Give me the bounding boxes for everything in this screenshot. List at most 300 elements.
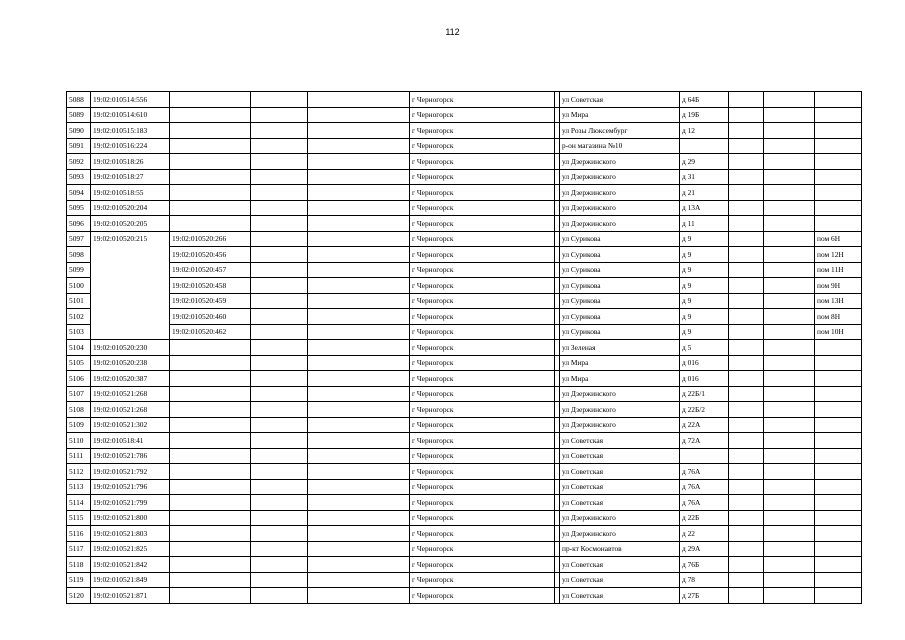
room-cadastral-cell — [170, 340, 251, 356]
empty-cell-a — [251, 464, 308, 480]
room-cadastral-cell — [170, 402, 251, 418]
house-cell: д 76А — [680, 464, 729, 480]
empty-cell-d — [764, 371, 815, 387]
house-cell: д 9 — [680, 262, 729, 278]
row-number-cell: 5088 — [67, 92, 91, 108]
table-row — [67, 479, 862, 495]
house-cell: д 5 — [680, 340, 729, 356]
empty-cell-c — [729, 123, 764, 139]
room-cadastral-cell — [170, 433, 251, 449]
house-cell: д 22Б/2 — [680, 402, 729, 418]
empty-cell-d — [764, 495, 815, 511]
page-number: 112 — [445, 27, 460, 37]
cadastral-number-cell: 19:02:010521:825 — [91, 541, 170, 557]
cadastral-number-cell: 19:02:010514:610 — [91, 107, 170, 123]
cadastral-number-cell: 19:02:010514:556 — [91, 92, 170, 108]
empty-cell-a — [251, 386, 308, 402]
table-row — [67, 247, 862, 263]
empty-cell-d — [764, 402, 815, 418]
premises-cell: пом 8Н — [815, 309, 862, 325]
empty-cell-b — [308, 464, 410, 480]
house-cell: д 64Б — [680, 92, 729, 108]
empty-cell-d — [764, 541, 815, 557]
cadastral-number-cell: 19:02:010521:268 — [91, 386, 170, 402]
city-cell: г Черногорск — [410, 123, 555, 139]
table-row — [67, 309, 862, 325]
empty-cell-c — [729, 557, 764, 573]
empty-cell-b — [308, 324, 410, 340]
premises-cell — [815, 169, 862, 185]
table-row — [67, 557, 862, 573]
table-row — [67, 448, 862, 464]
room-cadastral-cell — [170, 154, 251, 170]
premises-cell — [815, 557, 862, 573]
table-row — [67, 526, 862, 542]
empty-cell-c — [729, 510, 764, 526]
empty-cell-c — [729, 433, 764, 449]
premises-cell: пом 12Н — [815, 247, 862, 263]
empty-cell-d — [764, 510, 815, 526]
street-cell: ул Дзержинского — [560, 169, 680, 185]
empty-cell-b — [308, 371, 410, 387]
house-cell: д 9 — [680, 278, 729, 294]
room-cadastral-cell — [170, 510, 251, 526]
empty-cell-c — [729, 262, 764, 278]
empty-cell-b — [308, 526, 410, 542]
empty-cell-b — [308, 231, 410, 247]
room-cadastral-cell — [170, 386, 251, 402]
empty-cell-a — [251, 138, 308, 154]
empty-cell-a — [251, 572, 308, 588]
city-cell: г Черногорск — [410, 324, 555, 340]
premises-cell — [815, 216, 862, 232]
empty-cell-c — [729, 185, 764, 201]
room-cadastral-cell — [170, 588, 251, 604]
table-row — [67, 262, 862, 278]
empty-cell-c — [729, 92, 764, 108]
room-cadastral-cell — [170, 479, 251, 495]
city-cell: г Черногорск — [410, 293, 555, 309]
empty-cell-a — [251, 510, 308, 526]
street-cell: ул Мира — [560, 107, 680, 123]
empty-cell-a — [251, 154, 308, 170]
city-cell: г Черногорск — [410, 448, 555, 464]
street-cell: ул Советская — [560, 433, 680, 449]
cadastral-number-cell: 19:02:010521:268 — [91, 402, 170, 418]
empty-cell-a — [251, 216, 308, 232]
table-row — [67, 417, 862, 433]
empty-cell-a — [251, 588, 308, 604]
row-number-cell: 5115 — [67, 510, 91, 526]
premises-cell — [815, 200, 862, 216]
empty-cell-a — [251, 293, 308, 309]
row-number-cell: 5097 — [67, 231, 91, 247]
city-cell: г Черногорск — [410, 200, 555, 216]
empty-cell-a — [251, 169, 308, 185]
empty-cell-a — [251, 495, 308, 511]
table-row — [67, 510, 862, 526]
room-cadastral-cell — [170, 107, 251, 123]
street-cell: ул Советская — [560, 448, 680, 464]
premises-cell — [815, 526, 862, 542]
empty-cell-c — [729, 526, 764, 542]
house-cell: д 29А — [680, 541, 729, 557]
empty-cell-b — [308, 169, 410, 185]
empty-cell-d — [764, 355, 815, 371]
empty-cell-b — [308, 355, 410, 371]
empty-cell-c — [729, 293, 764, 309]
empty-cell-a — [251, 309, 308, 325]
row-number-cell: 5110 — [67, 433, 91, 449]
city-cell: г Черногорск — [410, 433, 555, 449]
empty-cell-a — [251, 340, 308, 356]
premises-cell — [815, 154, 862, 170]
empty-cell-a — [251, 541, 308, 557]
row-number-cell: 5094 — [67, 185, 91, 201]
room-cadastral-cell — [170, 541, 251, 557]
cadastral-number-cell: 19:02:010521:786 — [91, 448, 170, 464]
room-cadastral-cell — [170, 371, 251, 387]
empty-cell-b — [308, 340, 410, 356]
cadastral-number-cell — [91, 309, 170, 325]
house-cell: д 9 — [680, 324, 729, 340]
premises-cell — [815, 92, 862, 108]
row-number-cell: 5107 — [67, 386, 91, 402]
row-number-cell: 5096 — [67, 216, 91, 232]
empty-cell-d — [764, 557, 815, 573]
street-cell: ул Мира — [560, 355, 680, 371]
house-cell: д 76Б — [680, 557, 729, 573]
street-cell: ул Дзержинского — [560, 526, 680, 542]
empty-cell-a — [251, 402, 308, 418]
cadastral-number-cell: 19:02:010521:302 — [91, 417, 170, 433]
table-row — [67, 138, 862, 154]
city-cell: г Черногорск — [410, 262, 555, 278]
empty-cell-c — [729, 138, 764, 154]
row-number-cell: 5090 — [67, 123, 91, 139]
table-row — [67, 324, 862, 340]
street-cell: ул Дзержинского — [560, 417, 680, 433]
cadastral-number-cell — [91, 324, 170, 340]
row-number-cell: 5116 — [67, 526, 91, 542]
empty-cell-d — [764, 123, 815, 139]
city-cell: г Черногорск — [410, 169, 555, 185]
city-cell: г Черногорск — [410, 309, 555, 325]
street-cell: пр-кт Космонавтов — [560, 541, 680, 557]
empty-cell-c — [729, 355, 764, 371]
street-cell: ул Советская — [560, 479, 680, 495]
city-cell: г Черногорск — [410, 138, 555, 154]
street-cell: ул Сурикова — [560, 262, 680, 278]
row-number-cell: 5104 — [67, 340, 91, 356]
row-number-cell: 5099 — [67, 262, 91, 278]
street-cell: ул Советская — [560, 588, 680, 604]
empty-cell-b — [308, 92, 410, 108]
empty-cell-c — [729, 324, 764, 340]
table-row — [67, 588, 862, 604]
row-number-cell: 5108 — [67, 402, 91, 418]
row-number-cell: 5101 — [67, 293, 91, 309]
room-cadastral-cell — [170, 123, 251, 139]
house-cell: д 78 — [680, 572, 729, 588]
table-row — [67, 293, 862, 309]
room-cadastral-cell: 19:02:010520:462 — [170, 324, 251, 340]
premises-cell: пом 11Н — [815, 262, 862, 278]
row-number-cell: 5102 — [67, 309, 91, 325]
street-cell: ул Советская — [560, 557, 680, 573]
room-cadastral-cell — [170, 557, 251, 573]
street-cell: ул Сурикова — [560, 278, 680, 294]
house-cell: д 31 — [680, 169, 729, 185]
city-cell: г Черногорск — [410, 541, 555, 557]
row-number-cell: 5114 — [67, 495, 91, 511]
room-cadastral-cell: 19:02:010520:460 — [170, 309, 251, 325]
house-cell: д 9 — [680, 231, 729, 247]
cadastral-number-cell: 19:02:010520:238 — [91, 355, 170, 371]
house-cell: д 76А — [680, 479, 729, 495]
house-cell: д 016 — [680, 371, 729, 387]
city-cell: г Черногорск — [410, 185, 555, 201]
city-cell: г Черногорск — [410, 92, 555, 108]
cadastral-number-cell: 19:02:010520:387 — [91, 371, 170, 387]
premises-cell: пом 9Н — [815, 278, 862, 294]
cadastral-number-cell: 19:02:010521:800 — [91, 510, 170, 526]
empty-cell-c — [729, 495, 764, 511]
city-cell: г Черногорск — [410, 510, 555, 526]
cadastral-number-cell — [91, 278, 170, 294]
premises-cell — [815, 541, 862, 557]
city-cell: г Черногорск — [410, 278, 555, 294]
row-number-cell: 5112 — [67, 464, 91, 480]
row-number-cell: 5109 — [67, 417, 91, 433]
city-cell: г Черногорск — [410, 495, 555, 511]
street-cell: ул Сурикова — [560, 247, 680, 263]
house-cell: д 9 — [680, 309, 729, 325]
empty-cell-c — [729, 247, 764, 263]
street-cell: ул Дзержинского — [560, 216, 680, 232]
room-cadastral-cell — [170, 464, 251, 480]
premises-cell — [815, 417, 862, 433]
house-cell — [680, 448, 729, 464]
empty-cell-d — [764, 278, 815, 294]
house-cell: д 22 — [680, 526, 729, 542]
empty-cell-c — [729, 588, 764, 604]
empty-cell-d — [764, 169, 815, 185]
room-cadastral-cell: 19:02:010520:458 — [170, 278, 251, 294]
city-cell: г Черногорск — [410, 402, 555, 418]
premises-cell — [815, 185, 862, 201]
street-cell: ул Сурикова — [560, 293, 680, 309]
registry-table — [66, 91, 862, 604]
table-row — [67, 185, 862, 201]
city-cell: г Черногорск — [410, 216, 555, 232]
table-row — [67, 216, 862, 232]
empty-cell-d — [764, 448, 815, 464]
table-row — [67, 92, 862, 108]
row-number-cell: 5091 — [67, 138, 91, 154]
empty-cell-c — [729, 402, 764, 418]
room-cadastral-cell: 19:02:010520:456 — [170, 247, 251, 263]
premises-cell — [815, 123, 862, 139]
city-cell: г Черногорск — [410, 154, 555, 170]
street-cell: ул Дзержинского — [560, 185, 680, 201]
room-cadastral-cell — [170, 200, 251, 216]
premises-cell — [815, 371, 862, 387]
table-row — [67, 231, 862, 247]
empty-cell-a — [251, 448, 308, 464]
empty-cell-b — [308, 138, 410, 154]
city-cell: г Черногорск — [410, 231, 555, 247]
cadastral-number-cell: 19:02:010521:799 — [91, 495, 170, 511]
room-cadastral-cell — [170, 572, 251, 588]
street-cell: ул Сурикова — [560, 231, 680, 247]
table-row — [67, 386, 862, 402]
empty-cell-d — [764, 216, 815, 232]
empty-cell-b — [308, 448, 410, 464]
street-cell: ул Советская — [560, 92, 680, 108]
empty-cell-c — [729, 278, 764, 294]
city-cell: г Черногорск — [410, 557, 555, 573]
empty-cell-a — [251, 185, 308, 201]
empty-cell-b — [308, 433, 410, 449]
row-number-cell: 5117 — [67, 541, 91, 557]
house-cell: д 29 — [680, 154, 729, 170]
empty-cell-a — [251, 200, 308, 216]
street-cell: ул Дзержинского — [560, 154, 680, 170]
cadastral-number-cell: 19:02:010521:842 — [91, 557, 170, 573]
row-number-cell: 5113 — [67, 479, 91, 495]
premises-cell — [815, 495, 862, 511]
empty-cell-b — [308, 185, 410, 201]
city-cell: г Черногорск — [410, 526, 555, 542]
table-row — [67, 572, 862, 588]
empty-cell-d — [764, 138, 815, 154]
house-cell — [680, 138, 729, 154]
room-cadastral-cell — [170, 417, 251, 433]
street-cell: ул Зеленая — [560, 340, 680, 356]
empty-cell-d — [764, 588, 815, 604]
table-row — [67, 464, 862, 480]
empty-cell-b — [308, 262, 410, 278]
room-cadastral-cell — [170, 185, 251, 201]
cadastral-number-cell: 19:02:010521:796 — [91, 479, 170, 495]
empty-cell-b — [308, 107, 410, 123]
empty-cell-a — [251, 107, 308, 123]
empty-cell-b — [308, 247, 410, 263]
row-number-cell: 5092 — [67, 154, 91, 170]
room-cadastral-cell — [170, 216, 251, 232]
street-cell: ул Розы Люксембург — [560, 123, 680, 139]
empty-cell-d — [764, 464, 815, 480]
city-cell: г Черногорск — [410, 464, 555, 480]
empty-cell-b — [308, 479, 410, 495]
room-cadastral-cell: 19:02:010520:459 — [170, 293, 251, 309]
house-cell: д 19Б — [680, 107, 729, 123]
empty-cell-d — [764, 417, 815, 433]
table-row — [67, 154, 862, 170]
empty-cell-d — [764, 386, 815, 402]
city-cell: г Черногорск — [410, 107, 555, 123]
empty-cell-d — [764, 526, 815, 542]
empty-cell-b — [308, 293, 410, 309]
premises-cell — [815, 386, 862, 402]
cadastral-number-cell — [91, 293, 170, 309]
empty-cell-b — [308, 386, 410, 402]
premises-cell — [815, 402, 862, 418]
table-row — [67, 278, 862, 294]
empty-cell-d — [764, 231, 815, 247]
house-cell: д 27Б — [680, 588, 729, 604]
empty-cell-c — [729, 448, 764, 464]
empty-cell-d — [764, 293, 815, 309]
house-cell: д 72А — [680, 433, 729, 449]
room-cadastral-cell — [170, 355, 251, 371]
empty-cell-a — [251, 526, 308, 542]
cadastral-number-cell — [91, 262, 170, 278]
empty-cell-a — [251, 92, 308, 108]
empty-cell-d — [764, 154, 815, 170]
table-row — [67, 541, 862, 557]
cadastral-number-cell: 19:02:010518:26 — [91, 154, 170, 170]
empty-cell-d — [764, 479, 815, 495]
cadastral-number-cell: 19:02:010521:792 — [91, 464, 170, 480]
street-cell: ул Сурикова — [560, 324, 680, 340]
street-cell: ул Дзержинского — [560, 402, 680, 418]
table-row — [67, 355, 862, 371]
premises-cell — [815, 464, 862, 480]
empty-cell-b — [308, 123, 410, 139]
table-row — [67, 340, 862, 356]
row-number-cell: 5118 — [67, 557, 91, 573]
premises-cell — [815, 510, 862, 526]
cadastral-number-cell: 19:02:010521:871 — [91, 588, 170, 604]
cadastral-number-cell: 19:02:010515:183 — [91, 123, 170, 139]
empty-cell-b — [308, 495, 410, 511]
house-cell: д 22Б — [680, 510, 729, 526]
empty-cell-c — [729, 231, 764, 247]
empty-cell-a — [251, 355, 308, 371]
row-number-cell: 5093 — [67, 169, 91, 185]
premises-cell — [815, 572, 862, 588]
empty-cell-b — [308, 278, 410, 294]
empty-cell-d — [764, 340, 815, 356]
empty-cell-d — [764, 433, 815, 449]
premises-cell — [815, 479, 862, 495]
empty-cell-d — [764, 324, 815, 340]
cadastral-number-cell: 19:02:010521:803 — [91, 526, 170, 542]
premises-cell — [815, 340, 862, 356]
empty-cell-b — [308, 200, 410, 216]
premises-cell: пом 6Н — [815, 231, 862, 247]
street-cell: ул Сурикова — [560, 309, 680, 325]
table-row — [67, 107, 862, 123]
house-cell: д 016 — [680, 355, 729, 371]
room-cadastral-cell: 19:02:010520:457 — [170, 262, 251, 278]
registry-rows — [67, 92, 862, 604]
empty-cell-b — [308, 216, 410, 232]
street-cell: ул Советская — [560, 464, 680, 480]
empty-cell-c — [729, 309, 764, 325]
house-cell: д 76А — [680, 495, 729, 511]
empty-cell-c — [729, 572, 764, 588]
empty-cell-a — [251, 278, 308, 294]
empty-cell-d — [764, 572, 815, 588]
room-cadastral-cell — [170, 92, 251, 108]
room-cadastral-cell — [170, 448, 251, 464]
empty-cell-d — [764, 107, 815, 123]
city-cell: г Черногорск — [410, 386, 555, 402]
street-cell: ул Мира — [560, 371, 680, 387]
